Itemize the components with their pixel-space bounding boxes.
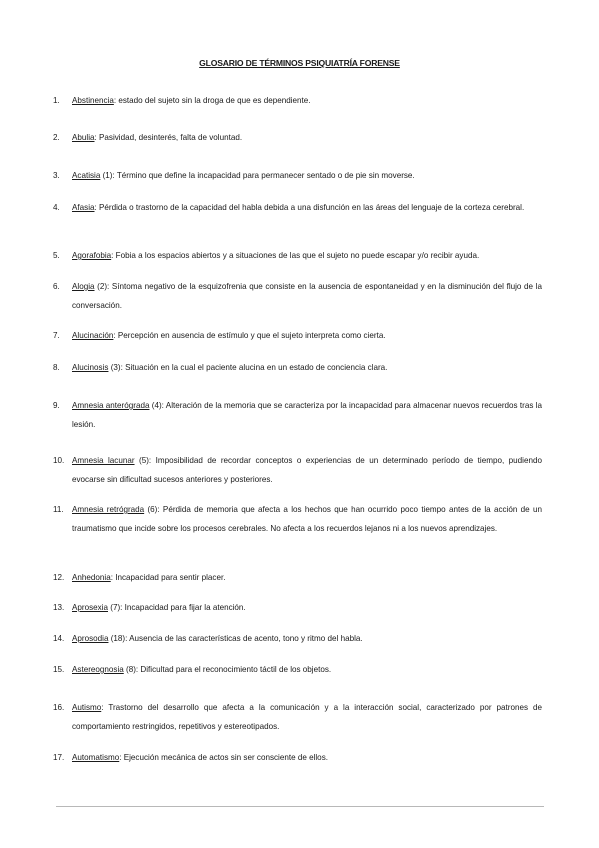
entry-definition: (1): Término que define la incapacidad para permanecer sentado o de pie sin moverse.	[100, 171, 415, 180]
entry-definition: (7): Incapacidad para fijar la atención.	[108, 603, 246, 612]
entry-number: 6.	[53, 282, 60, 291]
entry-definition: : Fobia a los espacios abiertos y a situaciones de las que el sujeto no puede escapar y/o recibir ayuda.	[111, 251, 480, 260]
entry-definition: (2): Síntoma negativo de la esquizofrenia que consiste en la ausencia de espontaneidad y en la disminución del flujo de la conversación.	[72, 282, 542, 310]
entry-number: 3.	[53, 171, 60, 180]
entry-term: Agorafobia	[72, 251, 112, 260]
entry-number: 16.	[53, 703, 65, 712]
entry-term: Aprosexia	[72, 603, 108, 612]
entry-body	[72, 629, 542, 648]
entry-term: Abulia	[72, 133, 95, 142]
entry-definition: : Pérdida o trastorno de la capacidad del habla debida a una disfunción en las áreas del lenguaje de la corteza cerebral.	[94, 203, 525, 212]
entry-number: 1.	[53, 96, 60, 105]
entry-number: 17.	[53, 753, 65, 762]
entry-body	[72, 91, 542, 110]
entry-definition: : Ejecución mecánica de actos sin ser consciente de ellos.	[119, 753, 328, 762]
entry-definition: (5): Imposibilidad de recordar conceptos o experiencias de un determinado período de tiempo, pudiendo evocarse sin dificultad sucesos anteriores y posteriores.	[72, 456, 542, 484]
entry-definition: : Pasividad, desinterés, falta de voluntad.	[94, 133, 243, 142]
entry-term: Alucinosis	[72, 363, 109, 372]
entry-term: Amnesia lacunar	[72, 456, 135, 465]
entry-body	[72, 598, 542, 617]
entry-term: Amnesia retrógrada	[72, 505, 145, 514]
entry-body	[72, 198, 542, 217]
entry-body	[72, 277, 542, 315]
entry-definition: (3): Situación en la cual el paciente alucina en un estado de conciencia clara.	[108, 363, 388, 372]
entry-term: Abstinencia	[72, 96, 114, 105]
entry-body	[72, 748, 542, 767]
entry-number: 15.	[53, 665, 65, 674]
entry-number: 8.	[53, 363, 60, 372]
entry-term: Autismo	[72, 703, 102, 712]
entry-number: 12.	[53, 573, 65, 582]
entry-number: 4.	[53, 203, 60, 212]
footer-divider	[56, 806, 544, 807]
entry-number: 2.	[53, 133, 60, 142]
entry-body	[72, 326, 542, 345]
entry-number: 5.	[53, 251, 60, 260]
entry-number: 7.	[53, 331, 60, 340]
entry-term: Alucinación	[72, 331, 114, 340]
entry-body	[72, 358, 542, 377]
entry-body	[72, 166, 542, 185]
entry-body	[72, 698, 542, 736]
entry-definition: : estado del sujeto sin la droga de que es dependiente.	[113, 96, 311, 105]
entry-term: Amnesia anterógrada	[72, 401, 150, 410]
entry-body	[72, 451, 542, 489]
entry-number: 13.	[53, 603, 65, 612]
entry-body	[72, 660, 542, 679]
entry-number: 14.	[53, 634, 65, 643]
entry-term: Acatisia	[72, 171, 101, 180]
entry-body	[72, 246, 542, 265]
entry-definition: : Incapacidad para sentir placer.	[110, 573, 226, 582]
entry-term: Aprosodia	[72, 634, 109, 643]
entry-term: Afasia	[72, 203, 95, 212]
entry-definition: (18): Ausencia de las características de acento, tono y ritmo del habla.	[108, 634, 363, 643]
entry-number: 10.	[53, 456, 65, 465]
entry-term: Astereognosia	[72, 665, 124, 674]
entry-body	[72, 128, 542, 147]
entry-body	[72, 396, 542, 434]
entry-definition: (6): Pérdida de memoria que afecta a los hechos que han ocurrido poco tiempo antes de la acción de un traumatismo que incide sobre los procesos cerebrales. No afecta a los recuerdos lejanos ni a los nuevos aprendizajes.	[72, 505, 542, 533]
entry-definition: (4): Alteración de la memoria que se caracteriza por la incapacidad para almacenar nuevos recuerdos tras la lesión.	[72, 401, 543, 429]
entry-term: Anhedonia	[72, 573, 111, 582]
entry-body	[72, 500, 542, 538]
entry-definition: : Percepción en ausencia de estímulo y que el sujeto interpreta como cierta.	[113, 331, 386, 340]
entry-body	[72, 568, 542, 587]
entry-number: 11.	[53, 505, 64, 514]
entry-number: 9.	[53, 401, 60, 410]
document-title: GLOSARIO DE TÉRMINOS PSIQUIATRÍA FORENSE	[199, 58, 400, 68]
entry-definition: (8): Dificultad para el reconocimiento táctil de los objetos.	[123, 665, 332, 674]
entry-term: Alogia	[72, 282, 95, 291]
entry-term: Automatismo	[72, 753, 120, 762]
entry-definition: : Trastorno del desarrollo que afecta a la comunicación y a la interacción social, caracterizado por patrones de comportamiento restringidos, repetitivos y estereotipados.	[72, 703, 542, 731]
